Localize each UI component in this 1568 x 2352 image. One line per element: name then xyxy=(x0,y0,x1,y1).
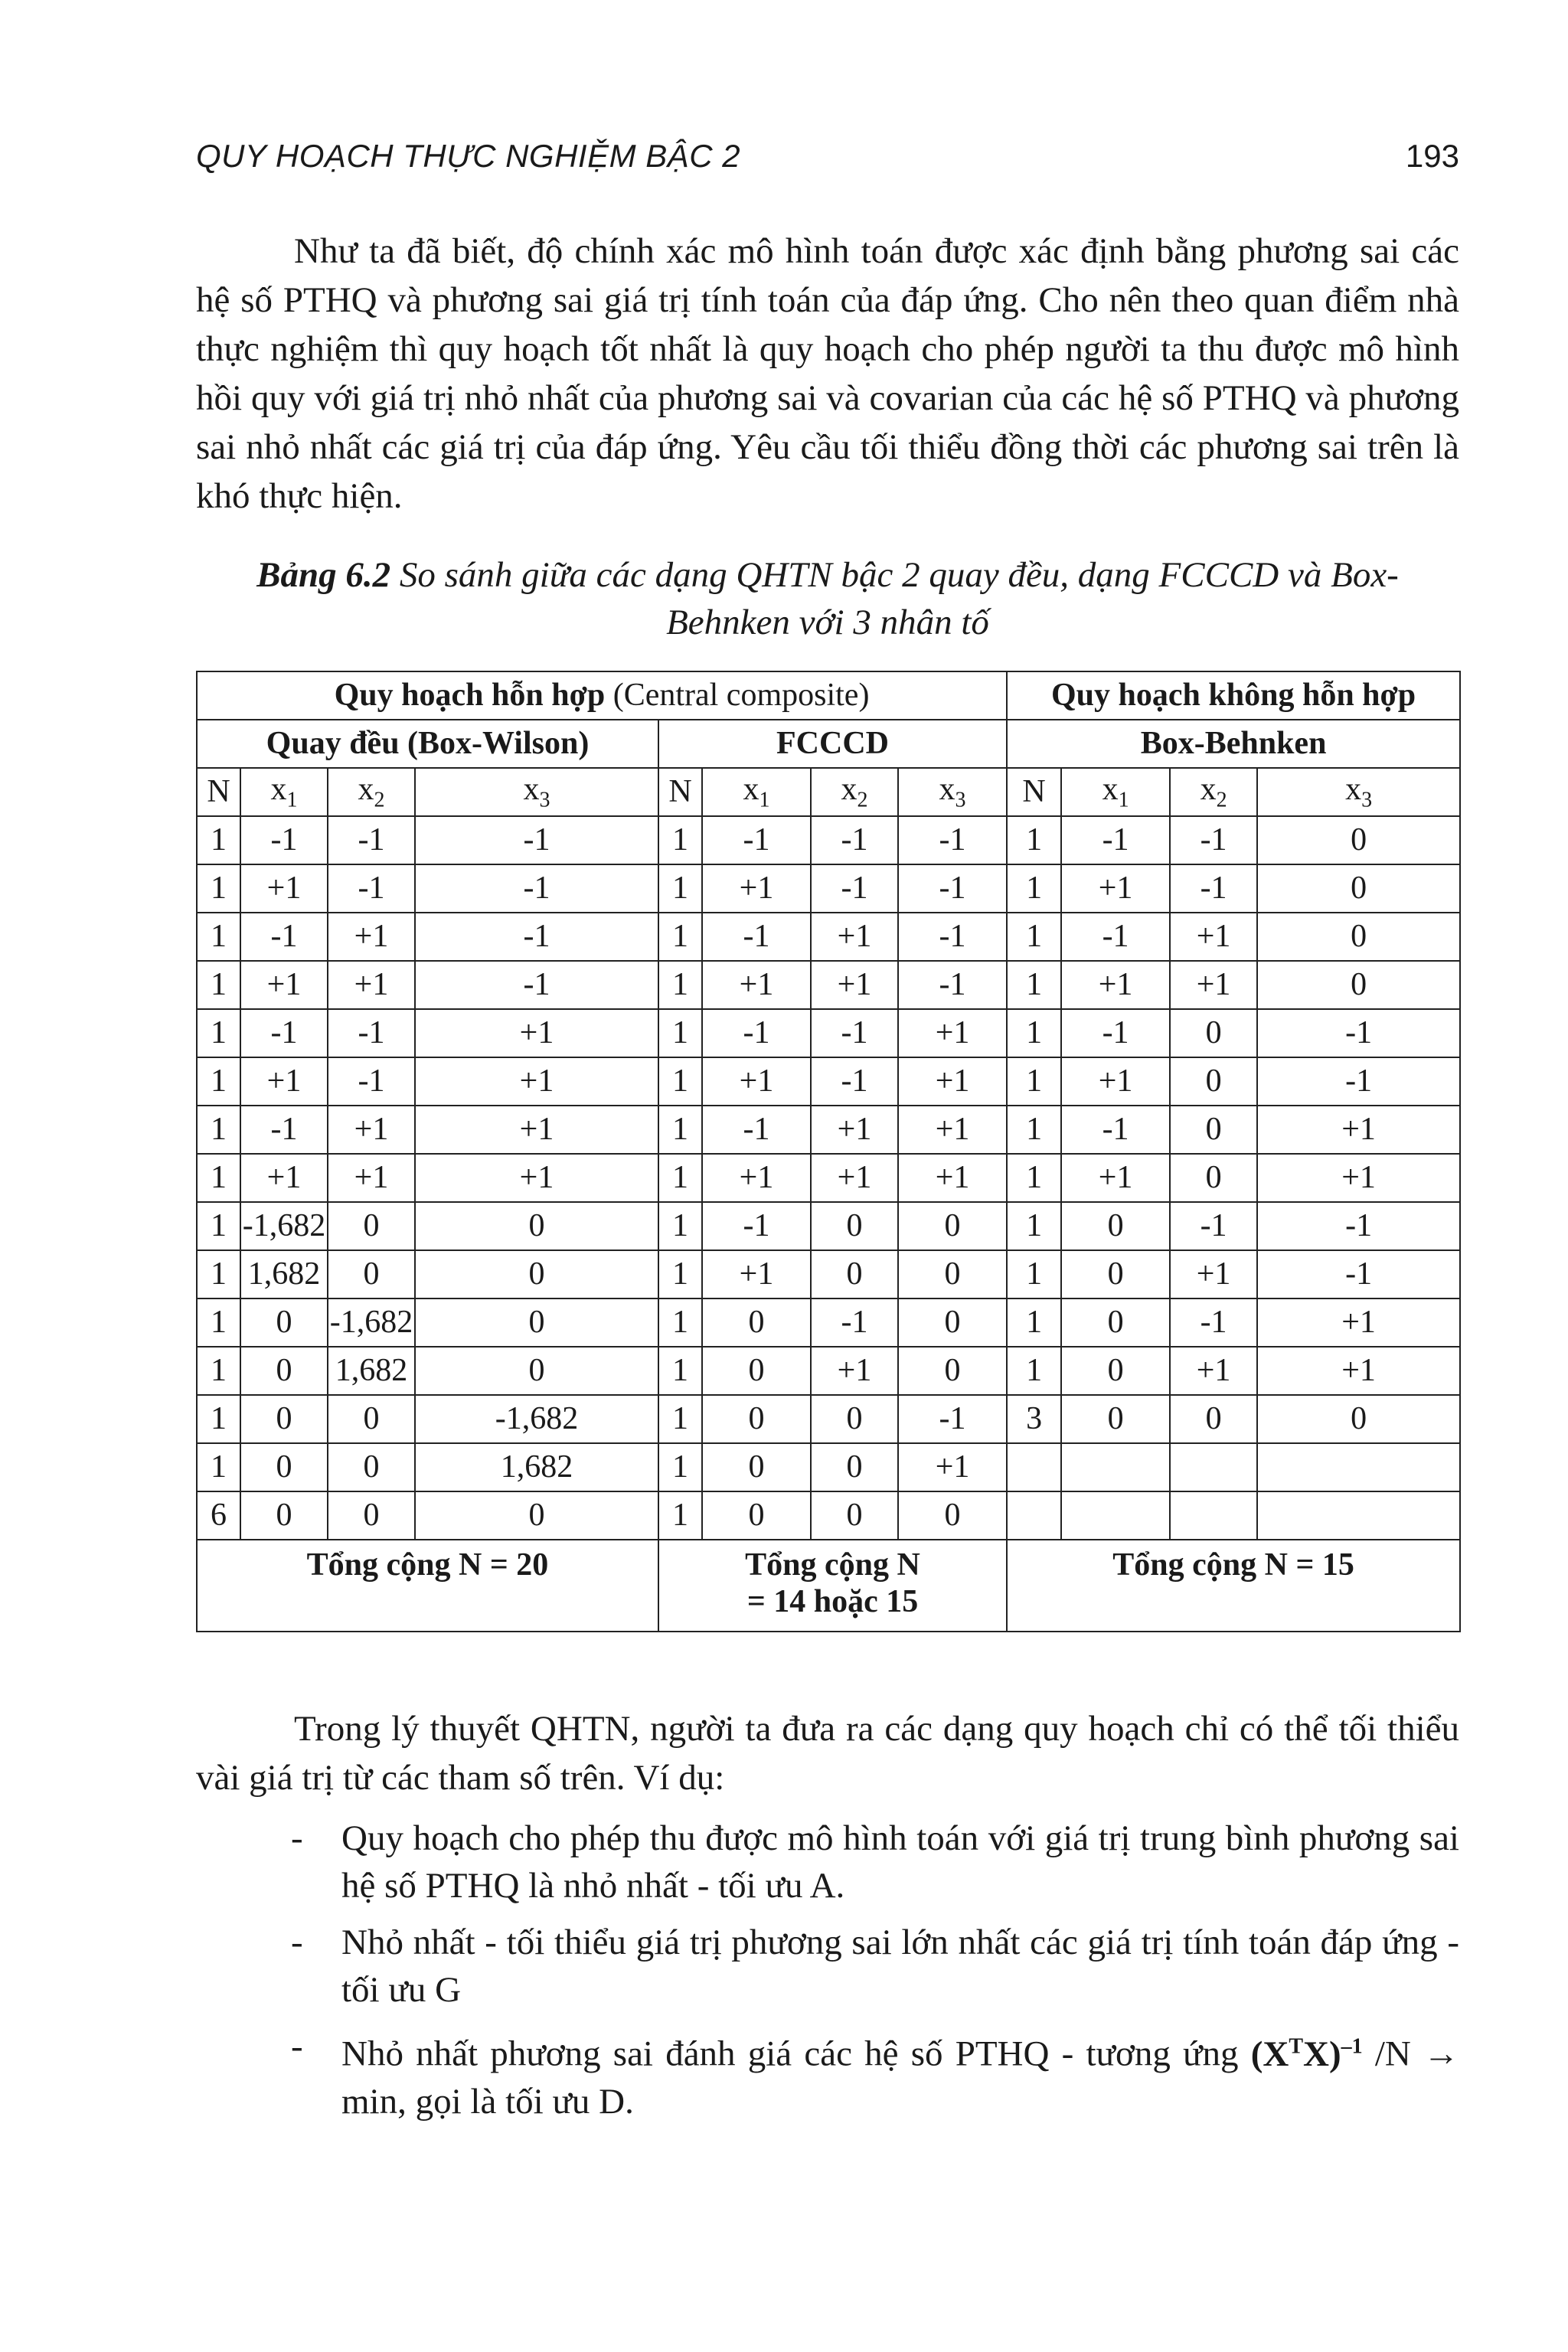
table-cell: +1 xyxy=(1170,913,1257,961)
table-cell: 1 xyxy=(658,1154,702,1202)
bullet-text-a-optimal: Quy hoạch cho phép thu được mô hình toán với giá trị trung bình phương sai hệ số PTHQ là nhỏ nhất - tối ưu A. xyxy=(341,1818,1459,1906)
column-header-n: N xyxy=(658,768,702,816)
table-cell: -1 xyxy=(240,816,328,864)
column-header-x-letter: x xyxy=(1200,772,1217,808)
table-cell: -1 xyxy=(415,961,658,1009)
table-cell: 1 xyxy=(1007,913,1061,961)
table-cell: 1 xyxy=(658,1298,702,1347)
table-cell: 1 xyxy=(1007,961,1061,1009)
table-cell: 1,682 xyxy=(415,1443,658,1491)
table-cell xyxy=(1170,1491,1257,1540)
table-cell: +1 xyxy=(240,1154,328,1202)
table-cell: -1 xyxy=(811,1298,898,1347)
table-cell: 0 xyxy=(240,1491,328,1540)
table-cell: -1 xyxy=(811,864,898,913)
column-header-x-index: 3 xyxy=(539,788,550,812)
total-fcccd xyxy=(658,1540,1007,1632)
table-cell: 1 xyxy=(658,816,702,864)
bullet-dash: - xyxy=(291,2027,303,2066)
column-header-x-index: 1 xyxy=(1118,788,1129,812)
table-cell xyxy=(1061,1491,1170,1540)
table-cell: 0 xyxy=(898,1202,1007,1250)
table-cell: 1 xyxy=(1007,1250,1061,1298)
table-cell: +1 xyxy=(811,961,898,1009)
table-cell: 0 xyxy=(702,1491,811,1540)
table-cell: 1 xyxy=(658,1395,702,1443)
table-cell: +1 xyxy=(1170,961,1257,1009)
table-cell: 1 xyxy=(658,1491,702,1540)
table-cell xyxy=(1007,1443,1061,1491)
table-cell: 1 xyxy=(1007,864,1061,913)
table-cell: +1 xyxy=(811,1106,898,1154)
table-row xyxy=(197,1491,1460,1540)
table-cell: -1 xyxy=(1061,1106,1170,1154)
table-cell: 1 xyxy=(197,1154,240,1202)
table-row xyxy=(197,1395,1460,1443)
table-cell: 1 xyxy=(658,1250,702,1298)
bullet-text-d-optimal-tail: /N → min, gọi là tối ưu D. xyxy=(341,2034,1460,2122)
table-cell: 0 xyxy=(328,1395,415,1443)
table-cell: 0 xyxy=(328,1250,415,1298)
theory-paragraph xyxy=(196,1704,1459,1802)
table-cell: -1 xyxy=(1257,1202,1460,1250)
table-cell: 6 xyxy=(197,1491,240,1540)
table-cell: 0 xyxy=(1257,864,1460,913)
table-cell: 0 xyxy=(240,1443,328,1491)
table-cell: -1 xyxy=(702,1009,811,1057)
table-cell: -1 xyxy=(898,913,1007,961)
column-header-x xyxy=(415,768,658,816)
table-row xyxy=(197,1154,1460,1202)
theory-paragraph-text: Trong lý thuyết QHTN, người ta đưa ra các dạng quy hoạch chỉ có thể tối thiểu vài giá trị từ các tham số trên. Ví dụ: xyxy=(196,1709,1459,1798)
table-cell: -1 xyxy=(1061,1009,1170,1057)
table-row xyxy=(197,1250,1460,1298)
column-header-x xyxy=(240,768,328,816)
table-cell: 0 xyxy=(1061,1250,1170,1298)
table-cell: 1 xyxy=(197,1009,240,1057)
table-cell: +1 xyxy=(898,1009,1007,1057)
column-header-x xyxy=(1061,768,1170,816)
table-cell: 0 xyxy=(811,1202,898,1250)
group-header-composite-rest: (Central composite) xyxy=(605,678,870,714)
table-cell: 0 xyxy=(1257,913,1460,961)
table-cell: 1 xyxy=(197,1395,240,1443)
table-cell: 1 xyxy=(197,1298,240,1347)
bullet-text-d-optimal: Nhỏ nhất phương sai đánh giá các hệ số PTHQ - tương ứng xyxy=(341,2034,1239,2074)
table-cell: -1 xyxy=(1170,864,1257,913)
table-cell xyxy=(1257,1491,1460,1540)
table-cell: -1 xyxy=(1170,1298,1257,1347)
table-cell: -1 xyxy=(1170,1202,1257,1250)
table-cell: -1 xyxy=(702,816,811,864)
table-cell: 0 xyxy=(1061,1395,1170,1443)
table-cell: -1 xyxy=(415,816,658,864)
table-cell: 0 xyxy=(702,1395,811,1443)
table-row xyxy=(197,913,1460,961)
table-column-header-row xyxy=(197,768,1460,816)
table-cell: +1 xyxy=(898,1057,1007,1106)
table-cell: 1 xyxy=(1007,1347,1061,1395)
table-cell: -1 xyxy=(1257,1057,1460,1106)
table-cell: -1 xyxy=(898,1395,1007,1443)
table-cell: +1 xyxy=(328,1106,415,1154)
bullet-dash: - xyxy=(291,1922,303,1962)
table-cell: 0 xyxy=(240,1298,328,1347)
table-cell: 1 xyxy=(197,816,240,864)
table-cell xyxy=(1007,1491,1061,1540)
column-header-x-index: 3 xyxy=(1361,788,1373,812)
table-cell: 0 xyxy=(1257,1395,1460,1443)
table-cell: -1 xyxy=(328,1009,415,1057)
table-cell: 0 xyxy=(898,1347,1007,1395)
table-cell: 0 xyxy=(1170,1009,1257,1057)
table-cell: 0 xyxy=(240,1347,328,1395)
table-cell: 0 xyxy=(328,1491,415,1540)
table-group-header-row xyxy=(197,671,1460,720)
table-cell: 0 xyxy=(1170,1154,1257,1202)
table-cell: 0 xyxy=(328,1443,415,1491)
comparison-table xyxy=(196,671,1461,1632)
table-cell: 0 xyxy=(1061,1298,1170,1347)
table-cell: -1 xyxy=(702,1106,811,1154)
table-cell: -1 xyxy=(898,816,1007,864)
table-cell: +1 xyxy=(415,1057,658,1106)
bullet-list xyxy=(291,1815,1459,2135)
column-header-x-letter: x xyxy=(358,772,374,808)
intro-paragraph xyxy=(196,227,1459,521)
column-header-n: N xyxy=(197,768,240,816)
table-cell: 1 xyxy=(197,1443,240,1491)
table-cell: -1 xyxy=(328,816,415,864)
table-cell: +1 xyxy=(702,1154,811,1202)
comparison-table-footer xyxy=(197,1540,1460,1632)
table-cell: +1 xyxy=(328,1154,415,1202)
column-header-x-index: 3 xyxy=(955,788,966,812)
table-cell: 1 xyxy=(1007,1298,1061,1347)
table-cell: +1 xyxy=(702,961,811,1009)
table-cell: 1 xyxy=(197,961,240,1009)
table-row xyxy=(197,816,1460,864)
table-cell: +1 xyxy=(240,961,328,1009)
subheader-box-behnken: Box-Behnken xyxy=(1007,720,1460,768)
table-total-row xyxy=(197,1540,1460,1632)
table-cell: 1 xyxy=(197,1106,240,1154)
table-cell: -1,682 xyxy=(240,1202,328,1250)
table-row xyxy=(197,1347,1460,1395)
table-cell: 0 xyxy=(811,1443,898,1491)
table-cell: 0 xyxy=(811,1491,898,1540)
bullet-item-d-optimal xyxy=(291,2023,1459,2125)
table-cell: -1 xyxy=(240,1106,328,1154)
table-cell: 0 xyxy=(1257,816,1460,864)
table-cell: -1 xyxy=(1061,816,1170,864)
column-header-x-index: 1 xyxy=(286,788,298,812)
table-cell: -1 xyxy=(1170,816,1257,864)
table-cell: 1 xyxy=(1007,1009,1061,1057)
table-subheader-row xyxy=(197,720,1460,768)
column-header-x-letter: x xyxy=(1102,772,1119,808)
table-cell: 0 xyxy=(1170,1106,1257,1154)
table-number: Bảng 6.2 xyxy=(256,555,391,595)
table-cell: 0 xyxy=(1170,1395,1257,1443)
table-cell: 0 xyxy=(415,1298,658,1347)
column-header-x-index: 2 xyxy=(1216,788,1227,812)
total-fcccd-text: Tổng cộng N = 14 hoặc 15 xyxy=(745,1547,920,1620)
column-header-x-letter: x xyxy=(523,772,540,808)
table-cell: +1 xyxy=(415,1009,658,1057)
table-cell: 1 xyxy=(197,864,240,913)
table-cell: -1 xyxy=(1257,1009,1460,1057)
table-cell: +1 xyxy=(240,864,328,913)
table-cell: -1 xyxy=(811,1009,898,1057)
table-caption-text: So sánh giữa các dạng QHTN bậc 2 quay đều, dạng FCCCD và Box-Behnken với 3 nhân tố xyxy=(399,555,1399,642)
table-cell: 1 xyxy=(197,913,240,961)
table-cell: +1 xyxy=(328,961,415,1009)
table-cell: -1 xyxy=(702,913,811,961)
column-header-x-letter: x xyxy=(743,772,760,808)
table-cell: -1 xyxy=(811,1057,898,1106)
running-header xyxy=(196,138,1459,175)
table-cell: +1 xyxy=(1061,864,1170,913)
table-cell: 1 xyxy=(1007,1202,1061,1250)
table-cell: +1 xyxy=(1257,1347,1460,1395)
table-row xyxy=(197,1443,1460,1491)
table-cell: +1 xyxy=(898,1443,1007,1491)
table-cell: 0 xyxy=(811,1250,898,1298)
table-cell: 3 xyxy=(1007,1395,1061,1443)
table-cell: +1 xyxy=(702,1250,811,1298)
column-header-x xyxy=(328,768,415,816)
table-cell: 0 xyxy=(1170,1057,1257,1106)
table-cell: 1 xyxy=(1007,1106,1061,1154)
table-cell: 1 xyxy=(658,1009,702,1057)
table-cell: 0 xyxy=(1061,1202,1170,1250)
table-cell: 1 xyxy=(658,864,702,913)
formula-transpose: T xyxy=(1289,2034,1304,2058)
column-header-x-index: 1 xyxy=(759,788,770,812)
table-cell: 1 xyxy=(658,1347,702,1395)
column-header-n: N xyxy=(1007,768,1061,816)
information-matrix-formula xyxy=(1251,2034,1363,2074)
column-header-x-index: 2 xyxy=(374,788,385,812)
table-cell: 0 xyxy=(898,1491,1007,1540)
table-cell: +1 xyxy=(1257,1106,1460,1154)
table-cell xyxy=(1170,1443,1257,1491)
table-cell: -1 xyxy=(328,864,415,913)
table-cell: -1 xyxy=(811,816,898,864)
table-cell: +1 xyxy=(1257,1298,1460,1347)
table-cell: +1 xyxy=(1061,961,1170,1009)
table-cell: 1,682 xyxy=(240,1250,328,1298)
chapter-title: QUY HOẠCH THỰC NGHIỆM BẬC 2 xyxy=(196,138,741,174)
table-cell: 1 xyxy=(1007,816,1061,864)
table-cell: 0 xyxy=(240,1395,328,1443)
column-header-x-letter: x xyxy=(841,772,858,808)
table-cell: 1 xyxy=(658,913,702,961)
table-cell: -1 xyxy=(240,913,328,961)
table-cell: -1 xyxy=(1257,1250,1460,1298)
bullet-dash: - xyxy=(291,1818,303,1858)
bullet-text-g-optimal: Nhỏ nhất - tối thiểu giá trị phương sai lớn nhất các giá trị tính toán đáp ứng - tối ưu G xyxy=(341,1922,1459,2010)
table-cell: +1 xyxy=(1257,1154,1460,1202)
group-header-composite xyxy=(197,671,1007,720)
table-row xyxy=(197,864,1460,913)
table-cell: 0 xyxy=(415,1491,658,1540)
table-cell: 0 xyxy=(898,1298,1007,1347)
table-cell: +1 xyxy=(811,913,898,961)
column-header-x xyxy=(811,768,898,816)
table-cell: 0 xyxy=(811,1395,898,1443)
table-cell: +1 xyxy=(1061,1154,1170,1202)
comparison-table-body xyxy=(197,671,1460,1540)
table-cell: +1 xyxy=(1061,1057,1170,1106)
table-cell: 1 xyxy=(658,1202,702,1250)
table-caption xyxy=(196,551,1459,646)
table-cell: -1 xyxy=(898,961,1007,1009)
table-cell: 0 xyxy=(702,1347,811,1395)
table-cell: 0 xyxy=(702,1298,811,1347)
table-cell: -1 xyxy=(415,913,658,961)
formula-part: X) xyxy=(1303,2034,1341,2074)
table-cell: +1 xyxy=(811,1154,898,1202)
table-cell: +1 xyxy=(898,1106,1007,1154)
table-cell: 1 xyxy=(658,1057,702,1106)
table-cell: +1 xyxy=(811,1347,898,1395)
table-cell: 0 xyxy=(702,1443,811,1491)
table-cell: 1 xyxy=(197,1250,240,1298)
table-cell: -1 xyxy=(240,1009,328,1057)
intro-paragraph-text: Như ta đã biết, độ chính xác mô hình toán được xác định bằng phương sai các hệ số PTHQ và phương sai giá trị tính toán của đáp ứng. Cho nên theo quan điểm nhà thực nghiệm thì quy hoạch tốt nhất là quy hoạch cho phép người ta thu được mô hình hồi quy với giá trị nhỏ nhất của phương sai và covarian của các hệ số PTHQ và phương sai nhỏ nhất các giá trị của đáp ứng. Yêu cầu tối thiểu đồng thời các phương sai trên là khó thực hiện. xyxy=(196,231,1459,516)
table-row xyxy=(197,961,1460,1009)
bullet-item-g-optimal xyxy=(291,1919,1459,2014)
table-cell: +1 xyxy=(328,913,415,961)
table-cell: 1 xyxy=(658,961,702,1009)
column-header-x xyxy=(1257,768,1460,816)
table-cell xyxy=(1257,1443,1460,1491)
table-cell: +1 xyxy=(415,1154,658,1202)
group-header-composite-bold: Quy hoạch hỗn hợp xyxy=(334,678,606,714)
column-header-x-index: 2 xyxy=(857,788,868,812)
table-cell: -1,682 xyxy=(415,1395,658,1443)
total-box-behnken: Tổng cộng N = 15 xyxy=(1007,1540,1460,1632)
column-header-x-letter: x xyxy=(939,772,956,808)
table-cell: +1 xyxy=(1170,1347,1257,1395)
total-box-wilson: Tổng cộng N = 20 xyxy=(197,1540,658,1632)
table-cell: 1 xyxy=(1007,1154,1061,1202)
column-header-x-letter: x xyxy=(270,772,287,808)
table-cell: 1,682 xyxy=(328,1347,415,1395)
page-number: 193 xyxy=(1405,138,1459,174)
table-row xyxy=(197,1009,1460,1057)
table-cell: 0 xyxy=(1061,1347,1170,1395)
table-cell xyxy=(1061,1443,1170,1491)
table-cell: +1 xyxy=(898,1154,1007,1202)
table-cell: 1 xyxy=(658,1106,702,1154)
column-header-x xyxy=(898,768,1007,816)
table-cell: 1 xyxy=(197,1202,240,1250)
table-cell: -1 xyxy=(1061,913,1170,961)
table-cell: 1 xyxy=(1007,1057,1061,1106)
table-row xyxy=(197,1202,1460,1250)
table-cell: 0 xyxy=(415,1347,658,1395)
table-cell: 1 xyxy=(197,1057,240,1106)
column-header-x-letter: x xyxy=(1345,772,1362,808)
column-header-x xyxy=(1170,768,1257,816)
table-cell: -1 xyxy=(415,864,658,913)
table-cell: 1 xyxy=(658,1443,702,1491)
table-cell: 0 xyxy=(1257,961,1460,1009)
table-cell: -1,682 xyxy=(328,1298,415,1347)
table-cell: +1 xyxy=(240,1057,328,1106)
subheader-box-wilson: Quay đều (Box-Wilson) xyxy=(197,720,658,768)
table-row xyxy=(197,1057,1460,1106)
table-cell: 1 xyxy=(197,1347,240,1395)
table-cell: +1 xyxy=(702,1057,811,1106)
table-cell: 0 xyxy=(415,1250,658,1298)
formula-inverse: –1 xyxy=(1341,2034,1363,2058)
table-cell: 0 xyxy=(328,1202,415,1250)
column-header-x xyxy=(702,768,811,816)
table-cell: +1 xyxy=(415,1106,658,1154)
group-header-noncomposite: Quy hoạch không hỗn hợp xyxy=(1007,671,1460,720)
table-row xyxy=(197,1106,1460,1154)
table-row xyxy=(197,1298,1460,1347)
formula-part: (X xyxy=(1250,2034,1289,2074)
subheader-fcccd: FCCCD xyxy=(658,720,1007,768)
table-cell: 0 xyxy=(415,1202,658,1250)
table-cell: 0 xyxy=(898,1250,1007,1298)
table-cell: -1 xyxy=(898,864,1007,913)
bullet-item-a-optimal xyxy=(291,1815,1459,1909)
table-cell: +1 xyxy=(702,864,811,913)
table-cell: -1 xyxy=(702,1202,811,1250)
table-cell: -1 xyxy=(328,1057,415,1106)
table-cell: +1 xyxy=(1170,1250,1257,1298)
